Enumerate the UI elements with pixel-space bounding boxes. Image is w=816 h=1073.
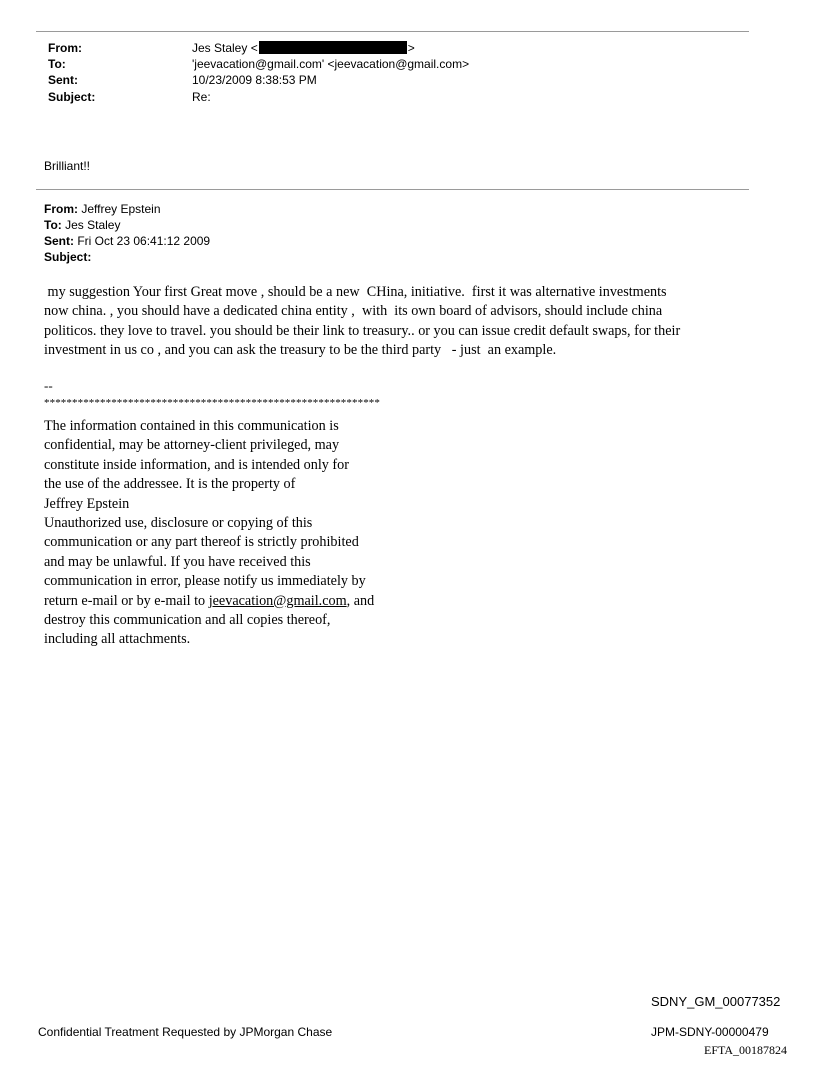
quoted-to bbox=[44, 217, 120, 233]
disclaimer-line: destroy this communication and all copies thereof, bbox=[44, 612, 331, 629]
subject-label: Subject: bbox=[48, 90, 96, 104]
quoted-body-line: now china. , you should have a dedicated china entity , with its own board of advisors, should include china bbox=[44, 303, 663, 320]
quoted-subject-label: Subject: bbox=[44, 250, 92, 264]
quoted-from-label: From: bbox=[44, 202, 78, 216]
disclaimer-line: confidential, may be attorney-client privileged, may bbox=[44, 437, 340, 454]
quoted-body-line: my suggestion Your first Great move , should be a new CHina, initiative. first it was alternative investments bbox=[44, 284, 667, 300]
bates-jpm: JPM-SDNY-00000479 bbox=[651, 1025, 769, 1039]
sent-value: 10/23/2009 8:38:53 PM bbox=[192, 73, 317, 87]
disclaimer-line: communication in error, please notify us immediately by bbox=[44, 573, 366, 590]
to-label: To: bbox=[48, 57, 66, 71]
quoted-body-line: investment in us co , and you can ask the treasury to be the third party - just an example. bbox=[44, 341, 557, 358]
quoted-from-value: Jeffrey Epstein bbox=[78, 202, 161, 216]
redaction-bar bbox=[259, 41, 407, 54]
header-top-rule bbox=[36, 31, 749, 32]
disclaimer-return-prefix: return e-mail or by e-mail to bbox=[44, 592, 209, 609]
from-label: From: bbox=[48, 41, 82, 55]
quoted-subject bbox=[44, 249, 91, 265]
disclaimer-line: communication or any part thereof is strictly prohibited bbox=[44, 534, 359, 551]
quoted-sent-value: Fri Oct 23 06:41:12 2009 bbox=[74, 234, 211, 248]
quoted-sent bbox=[44, 233, 210, 249]
bates-sdny-gm: SDNY_GM_00077352 bbox=[651, 994, 781, 1009]
subject-value: Re: bbox=[192, 90, 211, 104]
disclaimer-line: and may be unlawful. If you have received this bbox=[44, 553, 311, 570]
signature-dashes: -- bbox=[44, 378, 53, 393]
reply-text: Brilliant!! bbox=[44, 159, 91, 173]
disclaimer-email-line bbox=[44, 592, 374, 611]
quoted-sent-label: Sent: bbox=[44, 234, 74, 248]
confidential-notice: Confidential Treatment Requested by JPMorgan Chase bbox=[38, 1025, 333, 1039]
disclaimer-line: Jeffrey Epstein bbox=[44, 495, 130, 512]
quote-separator-rule bbox=[36, 189, 749, 190]
signature-stars: ************************************************************ bbox=[44, 397, 380, 409]
disclaimer-line: The information contained in this communication is bbox=[44, 418, 339, 434]
quoted-from bbox=[44, 201, 161, 217]
quoted-to-value: Jes Staley bbox=[61, 218, 121, 232]
disclaimer-return-suffix: , and bbox=[346, 592, 375, 609]
sent-label: Sent: bbox=[48, 73, 78, 87]
disclaimer-line: the use of the addressee. It is the property of bbox=[44, 476, 296, 493]
disclaimer-line: Unauthorized use, disclosure or copying of this bbox=[44, 515, 313, 532]
to-value: 'jeevacation@gmail.com' <jeevacation@gmail.com> bbox=[192, 57, 470, 71]
quoted-to-label: To: bbox=[44, 218, 62, 232]
from-bracket: > bbox=[407, 41, 415, 55]
disclaimer-line: including all attachments. bbox=[44, 631, 191, 648]
quoted-body bbox=[44, 283, 754, 360]
quoted-body-line: politicos. they love to travel. you should be their link to treasury.. or you can issue credit default swaps, for their bbox=[44, 322, 681, 339]
disclaimer-line: constitute inside information, and is intended only for bbox=[44, 456, 349, 473]
from-value bbox=[192, 40, 415, 56]
email-link[interactable]: jeevacation@gmail.com bbox=[208, 592, 347, 609]
disclaimer bbox=[44, 417, 374, 650]
from-sender: Jes Staley < bbox=[192, 41, 258, 55]
bates-efta: EFTA_00187824 bbox=[704, 1043, 788, 1057]
